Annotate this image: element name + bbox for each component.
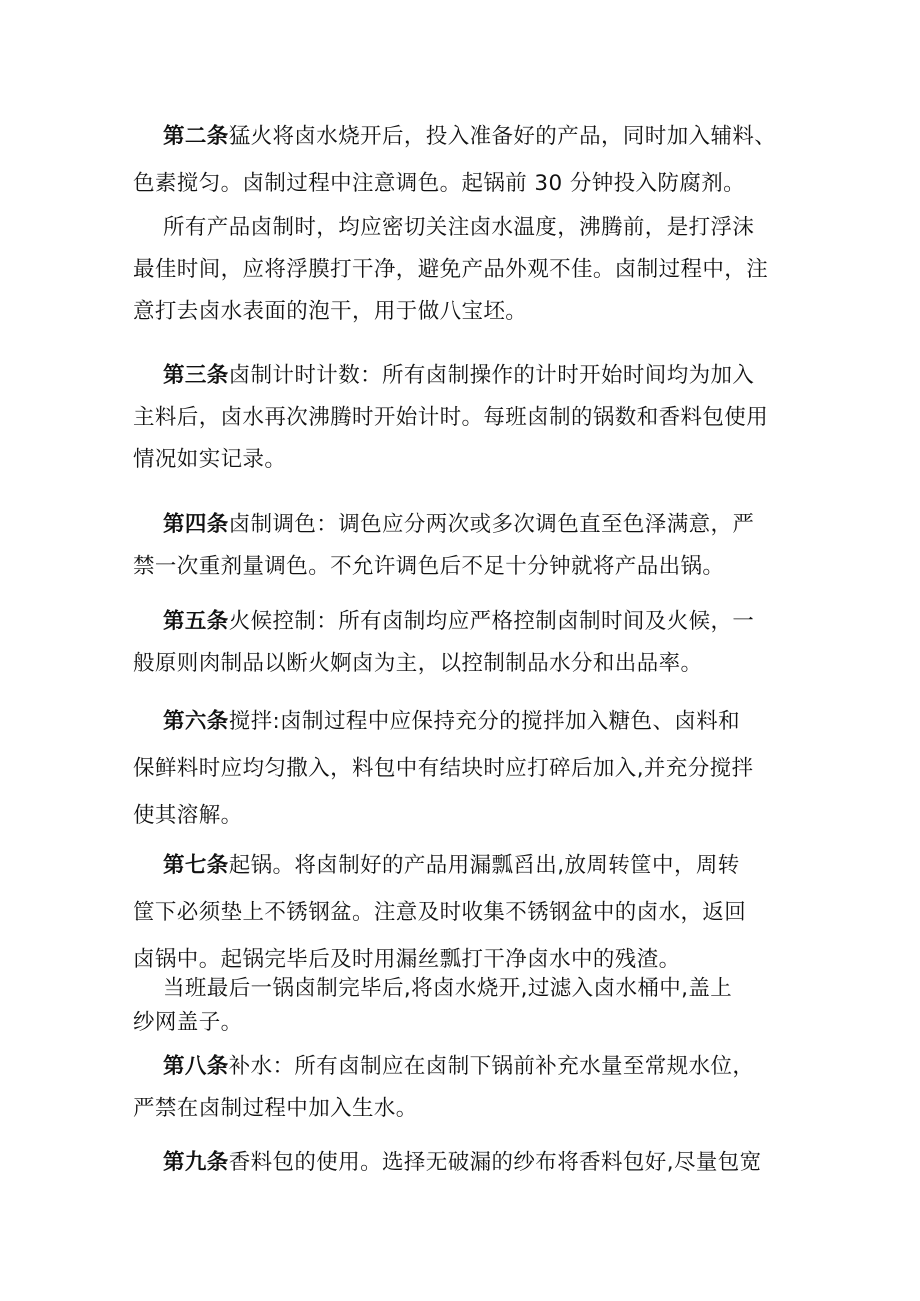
text-line	[133, 745, 798, 792]
article-4-paragraph	[133, 504, 798, 588]
text-line	[133, 355, 798, 397]
line-text: 最佳时间，应将浮膜打干净，避免产品外观不佳。卤制过程中，注	[133, 257, 769, 282]
line-text: 保鲜料时应均匀撒入，料包中有结块时应打碎后加入,并充分搅拌	[133, 756, 754, 781]
article-2-continuation-paragraph	[133, 207, 798, 333]
article-5-paragraph	[133, 601, 798, 685]
article-term: 第五条	[163, 609, 229, 634]
article-8-paragraph	[133, 1046, 798, 1130]
text-line	[133, 160, 798, 207]
text-line	[133, 1006, 798, 1040]
line-text: 卤制调色：调色应分两次或多次调色直至色泽满意，严	[228, 512, 755, 537]
article-3-paragraph	[133, 355, 798, 481]
line-text: 色素搅匀。卤制过程中注意调色。起锅前 30 分钟投入防腐剂。	[133, 171, 746, 196]
article-7-paragraph	[133, 842, 798, 983]
line-text: 补水：所有卤制应在卤制下锅前补充水量至常规水位，	[228, 1054, 755, 1079]
line-text: 搅拌:卤制过程中应保持充分的搅拌加入糖色、卤料和	[228, 709, 741, 734]
article-term: 第九条	[163, 1150, 229, 1175]
article-term: 第六条	[163, 709, 229, 734]
text-line	[133, 1142, 798, 1184]
line-text: 当班最后一锅卤制完毕后,将卤水烧开,过滤入卤水桶中,盖上	[163, 976, 733, 1001]
text-line	[133, 889, 798, 936]
article-9-paragraph	[133, 1142, 798, 1184]
line-text: 禁一次重剂量调色。不允许调色后不足十分钟就将产品出锅。	[133, 554, 725, 579]
line-text: 起锅。将卤制好的产品用漏瓢舀出,放周转筐中，周转	[228, 853, 740, 878]
article-6-paragraph	[133, 698, 798, 839]
text-line	[133, 972, 798, 1006]
line-text: 般原则肉制品以断火婀卤为主，以控制制品水分和出品率。	[133, 651, 703, 676]
text-line	[133, 207, 798, 249]
line-text: 火候控制：所有卤制均应严格控制卤制时间及火候，一	[228, 609, 755, 634]
text-line	[133, 397, 798, 439]
article-term: 第四条	[163, 512, 229, 537]
line-text: 筐下必须垫上不锈钢盆。注意及时收集不锈钢盆中的卤水，返回	[133, 900, 747, 925]
text-line	[133, 113, 798, 160]
article-2-paragraph	[133, 113, 798, 207]
article-term: 第二条	[163, 124, 229, 149]
line-text: 卤锅中。起锅完毕后及时用漏丝瓢打干净卤水中的残渣。	[133, 947, 681, 972]
line-text: 意打去卤水表面的泡干，用于做八宝坯。	[133, 299, 528, 324]
text-line	[133, 439, 798, 481]
text-line	[133, 601, 798, 643]
line-text: 主料后，卤水再次沸腾时开始计时。每班卤制的锅数和香料包使用	[133, 405, 769, 430]
line-text: 卤制计时计数：所有卤制操作的计时开始时间均为加入	[228, 363, 755, 388]
article-term: 第三条	[163, 363, 229, 388]
line-text: 使其溶解。	[133, 803, 243, 828]
article-term: 第八条	[163, 1054, 229, 1079]
text-line	[133, 1046, 798, 1088]
text-line	[133, 698, 798, 745]
text-line	[133, 842, 798, 889]
text-line	[133, 792, 798, 839]
text-line	[133, 546, 798, 588]
line-text: 纱网盖子。	[133, 1010, 243, 1035]
text-line	[133, 249, 798, 291]
text-line	[133, 643, 798, 685]
text-line	[133, 1088, 798, 1130]
text-line	[133, 504, 798, 546]
article-7-continuation-paragraph	[133, 972, 798, 1040]
line-text: 严禁在卤制过程中加入生水。	[133, 1096, 418, 1121]
line-text: 所有产品卤制时，均应密切关注卤水温度，沸腾前，是打浮沫	[163, 215, 755, 240]
line-text: 香料包的使用。选择无破漏的纱布将香料包好,尽量包宽	[228, 1150, 762, 1175]
text-line	[133, 291, 798, 333]
line-text: 情况如实记录。	[133, 447, 287, 472]
article-term: 第七条	[163, 853, 229, 878]
line-text: 猛火将卤水烧开后，投入准备好的产品，同时加入辅料、	[228, 124, 777, 149]
